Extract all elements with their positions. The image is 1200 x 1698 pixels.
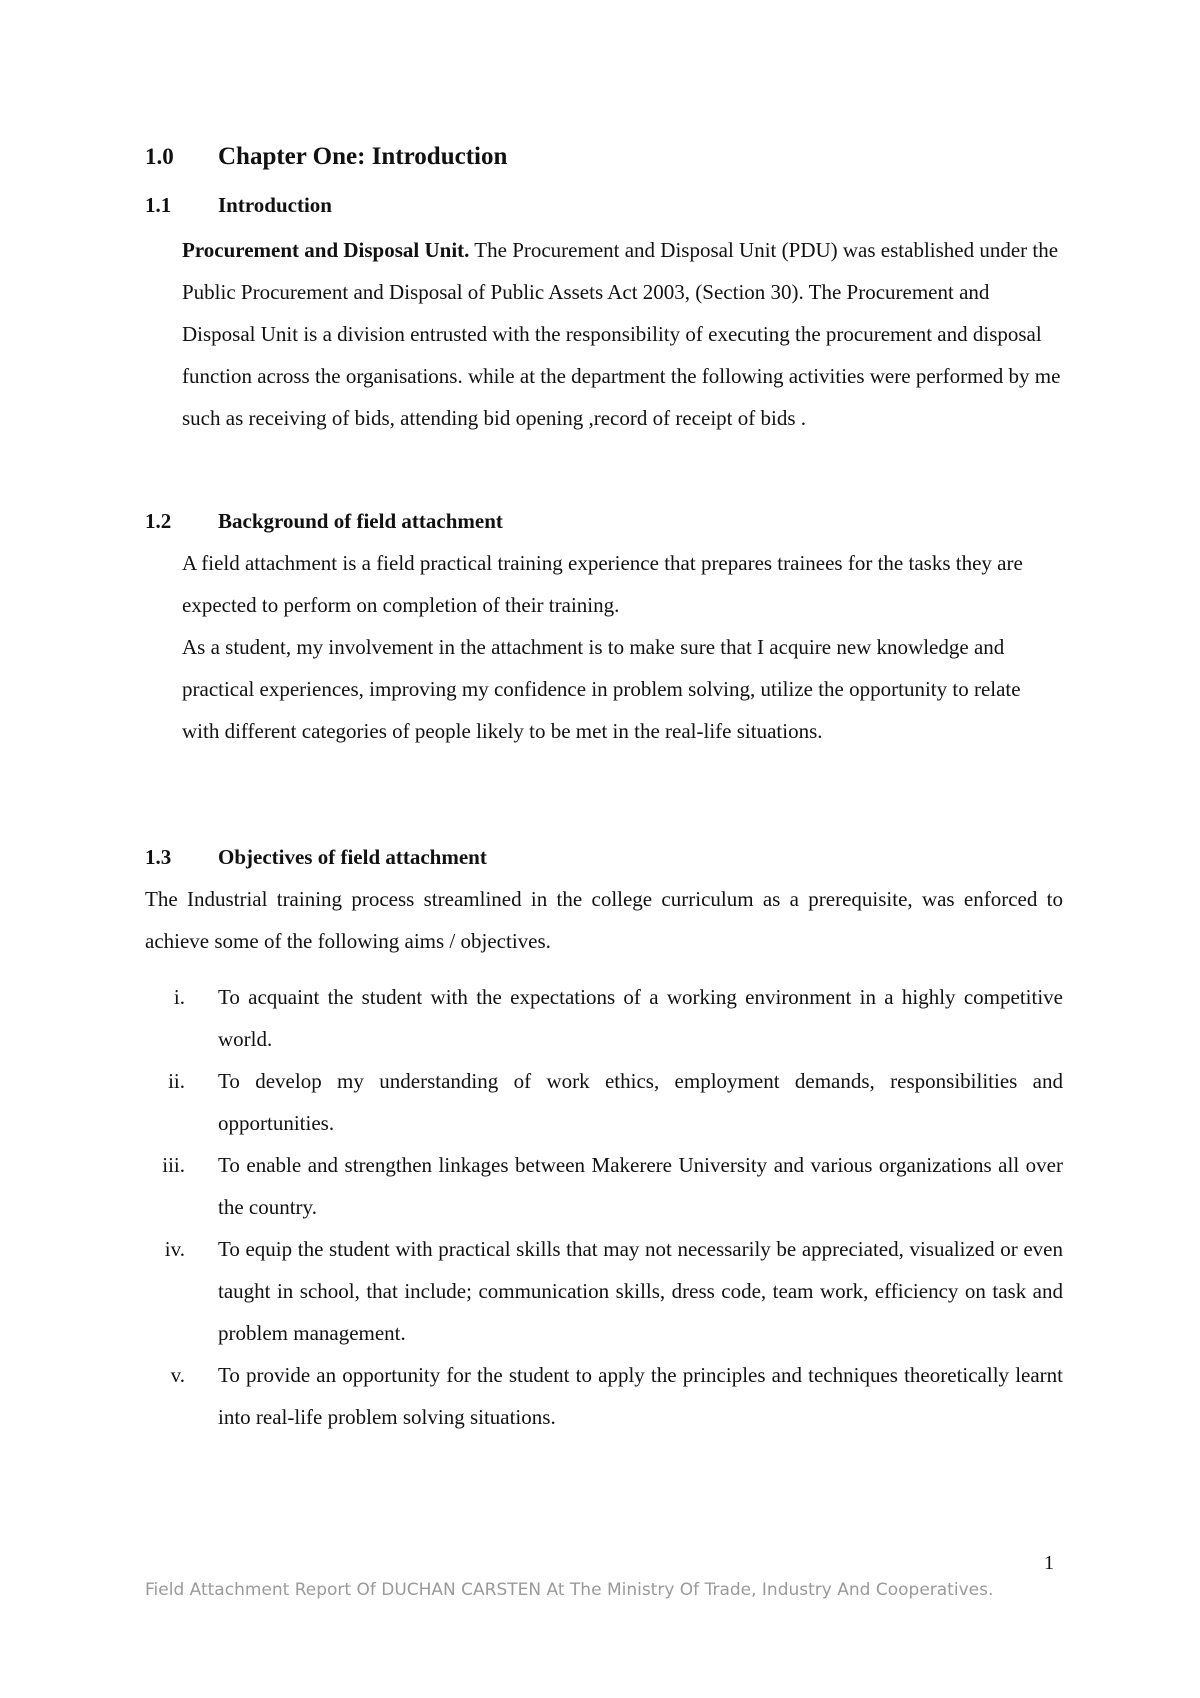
section-heading-1-3 xyxy=(145,845,487,870)
pdu-paragraph xyxy=(182,229,1062,439)
list-item xyxy=(145,1144,1063,1228)
objectives-intro: The Industrial training process streamlined in the college curriculum as a prerequisite, was enforced to achieve some of the following aims / objectives. xyxy=(145,887,1063,953)
list-item xyxy=(145,1060,1063,1144)
background-paragraph-2: As a student, my involvement in the attachment is to make sure that I acquire new knowledge and practical experiences, improving my confidence in problem solving, utilize the opportunity to relate with different categories of people likely to be met in the real-life situations. xyxy=(182,635,1021,743)
section-heading-1-2 xyxy=(145,509,503,534)
background-paragraph-1: A field attachment is a field practical training experience that prepares trainees for the tasks they are expected to perform on completion of their training. xyxy=(182,551,1023,617)
list-numeral: iii. xyxy=(162,1153,185,1177)
list-item xyxy=(145,976,1063,1060)
section-title: Introduction xyxy=(218,193,332,217)
chapter-number: 1.0 xyxy=(145,144,174,169)
pdu-text: The Procurement and Disposal Unit (PDU) was established under the Public Procurement and Disposal of Public Assets Act 2003, (Section 30). The Procurement and Disposal Unit is a division entrusted with the responsibility of executing the procurement and disposal function across the organisations. while at the department the following activities were performed by me such as receiving of bids, attending bid opening ,record of receipt of bids . xyxy=(182,238,1061,430)
chapter-heading xyxy=(145,143,507,171)
section-number: 1.3 xyxy=(145,845,172,869)
section-title: Objectives of field attachment xyxy=(218,845,487,869)
list-item xyxy=(145,1354,1063,1438)
list-item-text: To enable and strengthen linkages between Makerere University and various organizations all over the country. xyxy=(218,1153,1063,1219)
list-item-text: To acquaint the student with the expectations of a working environment in a highly competitive world. xyxy=(218,985,1063,1051)
list-numeral: i. xyxy=(173,985,185,1009)
pdu-lead: Procurement and Disposal Unit. xyxy=(182,238,470,262)
section-number: 1.1 xyxy=(145,193,172,217)
list-item-text: To provide an opportunity for the student to apply the principles and techniques theoretically learnt into real-life problem solving situations. xyxy=(218,1363,1063,1429)
section-title: Background of field attachment xyxy=(218,509,503,533)
page-footer: Field Attachment Report Of DUCHAN CARSTEN At The Ministry Of Trade, Industry And Cooperatives. xyxy=(145,1580,994,1600)
list-numeral: ii. xyxy=(168,1069,185,1093)
page-number: 1 xyxy=(1044,1552,1054,1574)
list-item-text: To equip the student with practical skills that may not necessarily be appreciated, visualized or even taught in school, that include; communication skills, dress code, team work, efficiency on task and problem management. xyxy=(218,1237,1063,1345)
list-item-text: To develop my understanding of work ethics, employment demands, responsibilities and opportunities. xyxy=(218,1069,1063,1135)
list-numeral: iv. xyxy=(164,1237,185,1261)
list-numeral: v. xyxy=(170,1363,185,1387)
section-heading-1-1 xyxy=(145,193,332,218)
section-number: 1.2 xyxy=(145,509,172,533)
chapter-title: Chapter One: Introduction xyxy=(218,143,508,170)
list-item xyxy=(145,1228,1063,1354)
objectives-list xyxy=(145,976,1063,1438)
